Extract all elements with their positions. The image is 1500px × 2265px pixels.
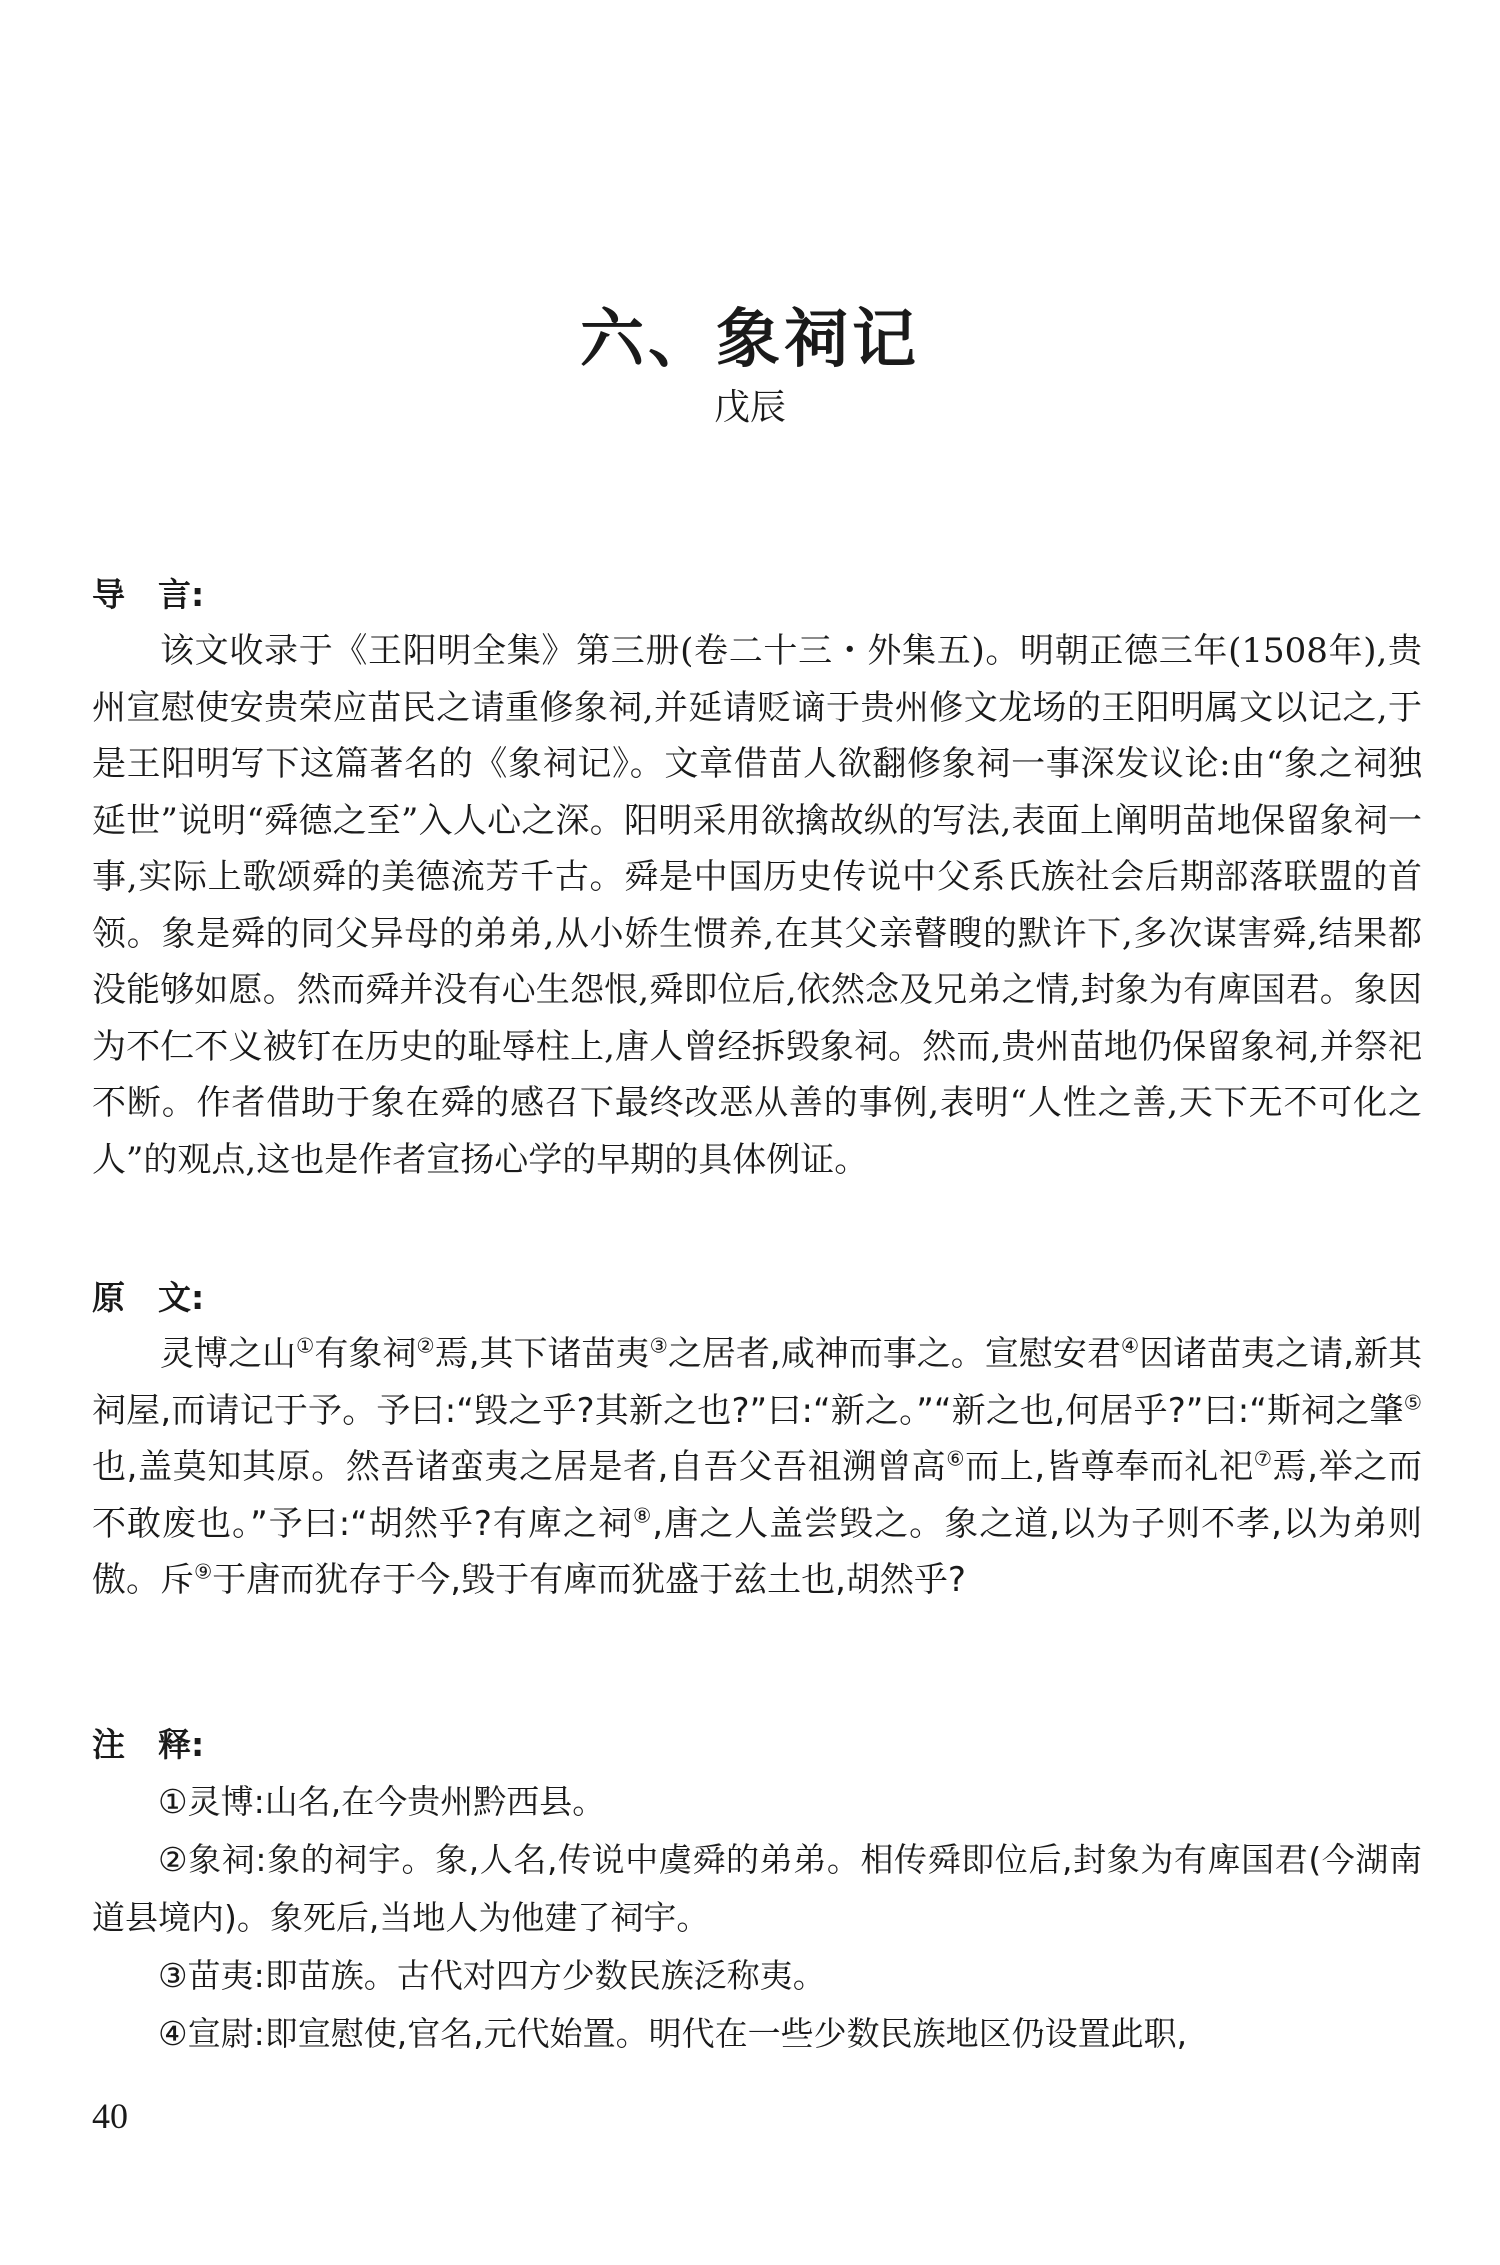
footnote-ref-8: ⑧ xyxy=(632,1503,653,1528)
original-segment: 而上,皆尊奉而礼祀 xyxy=(965,1447,1254,1487)
original-segment: 焉,其下诸苗夷 xyxy=(434,1334,650,1374)
footnote-ref-7: ⑦ xyxy=(1253,1446,1273,1471)
page-subtitle: 戊辰 xyxy=(713,387,786,428)
page-title: 六、象祠记 xyxy=(580,303,920,377)
note-item: ③苗夷:即苗族。古代对四方少数民族泛称夷。 xyxy=(158,1956,826,1995)
intro-text: 该文收录于《王阳明全集》第三册(卷二十三・外集五)。明朝正德三年(1508年),贵州宣慰使安贵荣应苗民之请重修象祠,并延请贬谪于贵州修文龙场的王阳明属文以记之,于是王阳明写下这篇著名的《象祠记》。文章借苗人欲翻修象祠一事深发议论:由“象之祠独延世”说明“舜德之至”入人心之深。阳明采用欲擒故纵的写法,表面上阐明苗地保留象祠一事,实际上歌颂舜的美德流芳千古。舜是中国历史传说中父系氏族社会后期部落联盟的首领。象是舜的同父异母的弟弟,从小娇生惯养,在其父亲瞽瞍的默许下,多次谋害舜,结果都没能够如愿。然而舜并没有心生怨恨,舜即位后,依然念及兄弟之情,封象为有庳国君。象因为不仁不义被钉在历史的耻辱柱上,唐人曾经拆毁象祠。然而,贵州苗地仍保留象祠,并祭祀不断。作者借助于象在舜的感召下最终改恶从善的事例,表明“人性之善,天下无不可化之人”的观点,这也是作者宣扬心学的早期的具体例证。 xyxy=(92,631,1422,1180)
original-segment: ,唐之人盖尝毁之。象之道,以为子则不孝,以为弟则傲。斥 xyxy=(92,1503,1423,1600)
intro-section xyxy=(92,567,1422,1188)
original-segment: 有象祠 xyxy=(314,1334,417,1374)
footnote-ref-6: ⑥ xyxy=(946,1446,966,1471)
original-segment: 因诸苗夷之请,新其祠屋,而请记于予。予曰:“毁之乎?其新之也?”曰:“新之。”“新之也,何居乎?”曰:“斯祠之肇 xyxy=(92,1334,1423,1431)
original-segment: 焉,举之而不敢废也。”予曰:“胡然乎?有庳之祠 xyxy=(92,1447,1423,1544)
footnote-ref-4: ④ xyxy=(1120,1333,1140,1358)
original-section xyxy=(92,1270,1422,1609)
notes-section xyxy=(92,1717,1422,2063)
footnote-ref-3: ③ xyxy=(649,1333,668,1358)
original-text xyxy=(92,1326,1422,1609)
original-segment: 也,盖莫知其原。然吾诸蛮夷之居是者,自吾父吾祖溯曾高 xyxy=(92,1447,947,1487)
note-item: ②象祠:象的祠宇。象,人名,传说中虞舜的弟弟。相传舜即位后,封象为有庳国君(今湖南道县境内)。象死后,当地人为他建了祠宇。 xyxy=(92,1840,1422,1937)
note-item: ④宣尉:即宣慰使,官名,元代始置。明代在一些少数民族地区仍设置此职, xyxy=(158,2014,1188,2053)
original-segment: 灵博之山 xyxy=(160,1334,297,1374)
notes-heading: 注 释: xyxy=(92,1725,205,1764)
note-item: ①灵博:山名,在今贵州黔西县。 xyxy=(158,1782,606,1821)
intro-heading: 导 言: xyxy=(92,575,205,614)
original-segment: 之居者,咸神而事之。宣慰安君 xyxy=(667,1334,1121,1374)
footnote-ref-5: ⑤ xyxy=(1403,1390,1422,1415)
footnote-ref-2: ② xyxy=(416,1333,435,1358)
page-number: 40 xyxy=(92,2096,128,2136)
footnote-ref-1: ① xyxy=(296,1333,315,1358)
original-heading: 原 文: xyxy=(92,1278,205,1317)
footnote-ref-9: ⑨ xyxy=(194,1559,213,1584)
original-segment: 于唐而犹存于今,毁于有庳而犹盛于兹土也,胡然乎? xyxy=(212,1560,966,1600)
